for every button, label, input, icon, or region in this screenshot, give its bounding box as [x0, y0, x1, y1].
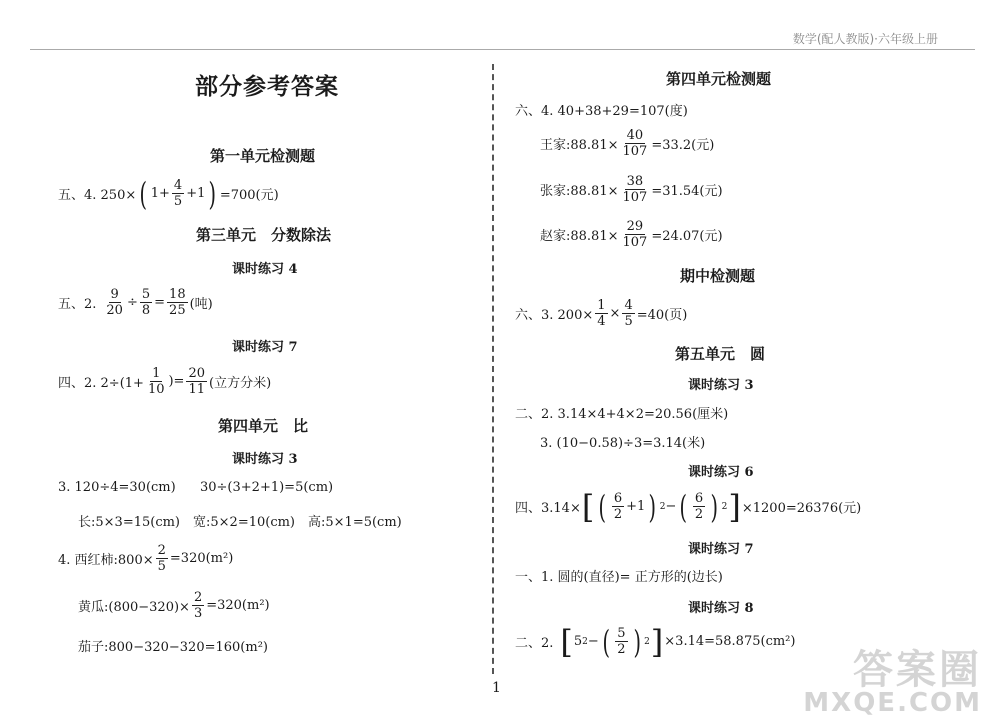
unit4-answer-3a: 3. 120÷4=30(cm)	[58, 480, 176, 495]
unit4-test-heading: 第四单元检测题	[666, 70, 772, 88]
unit4-test-answer-zhang: 张家:88.81× $\frac{38}{107}$ =31.54(元)	[540, 174, 723, 205]
unit4-answer-4a: 4. 西红柿:800× $\frac{2}{5}$ =320(m²)	[58, 543, 234, 574]
unit3-heading: 第三单元 分数除法	[196, 226, 332, 244]
midterm-heading: 期中检测题	[680, 267, 756, 285]
unit3-lesson4-answer: 五、2. $\frac{9}{20}$ ÷ $\frac{5}{8}$ = $\frac{18}{25}$ (吨)	[58, 287, 213, 318]
unit5-lesson3-heading: 课时练习 3	[688, 378, 754, 393]
unit4-test-answer-zhao: 赵家:88.81× $\frac{29}{107}$ =24.07(元)	[540, 219, 723, 250]
unit4-test-answer-1: 六、4. 40+38+29=107(度)	[515, 104, 688, 119]
midterm-answer: 六、3. 200× $\frac{1}{4}$ × $\frac{4}{5}$ =40(页)	[515, 298, 688, 329]
unit5-lesson3-answer-2: 二、2. 3.14×4+4×2=20.56(厘米)	[515, 407, 729, 422]
unit5-lesson6-heading: 课时练习 6	[688, 465, 754, 480]
unit4-answer-4c: 茄子:800−320−320=160(m²)	[78, 640, 268, 655]
unit4-answer-3c: 长:5×3=15(cm) 宽:5×2=10(cm) 高:5×1=5(cm)	[78, 515, 402, 530]
watermark-logo: 答案圈	[853, 647, 982, 693]
column-divider	[492, 64, 494, 674]
unit4-lesson3-heading: 课时练习 3	[232, 452, 298, 467]
page-number: 1	[492, 680, 501, 696]
unit1-heading: 第一单元检测题	[210, 147, 316, 165]
unit5-lesson3-answer-3: 3. (10−0.58)÷3=3.14(米)	[540, 436, 706, 451]
header-rule	[30, 49, 975, 50]
unit4-answer-3b: 30÷(3+2+1)=5(cm)	[200, 480, 334, 495]
running-header: 数学(配人教版)·六年级上册	[792, 32, 938, 46]
unit4-answer-4b: 黄瓜:(800−320)× $\frac{2}{3}$ =320(m²)	[78, 590, 270, 621]
unit5-lesson8-answer: 二、2. [ 5 2 − ( 5 2 ) 2 ] ×3.14=58.875(cm²)	[515, 622, 796, 661]
unit3-lesson4-heading: 课时练习 4	[232, 262, 298, 277]
unit5-lesson8-heading: 课时练习 8	[688, 601, 754, 616]
unit5-lesson7-answer: 一、1. 圆的(直径)= 正方形的(边长)	[515, 570, 723, 585]
unit5-lesson7-heading: 课时练习 7	[688, 542, 754, 557]
page-title: 部分参考答案	[195, 74, 339, 100]
unit4-test-answer-wang: 王家:88.81× $\frac{40}{107}$ =33.2(元)	[540, 128, 715, 159]
unit5-lesson6-answer: 四、3.14× [ ( 6 2 +1 ) 2 − ( 6 2 ) 2 ] ×1200=26376(元)	[515, 487, 862, 526]
unit4-heading: 第四单元 比	[218, 417, 309, 435]
watermark	[803, 647, 982, 718]
watermark-url: MXQE.COM	[803, 688, 982, 718]
unit3-lesson7-heading: 课时练习 7	[232, 340, 298, 355]
unit3-lesson7-answer: 四、2. 2÷(1+ $\frac{1}{10}$ )= $\frac{20}{11}$ (立方分米)	[58, 366, 272, 397]
unit1-answer: 五、4. 250× ( 1+ $\frac{4}{5}$ +1 ) =700(元)	[58, 174, 279, 213]
unit5-heading: 第五单元 圆	[675, 345, 766, 363]
